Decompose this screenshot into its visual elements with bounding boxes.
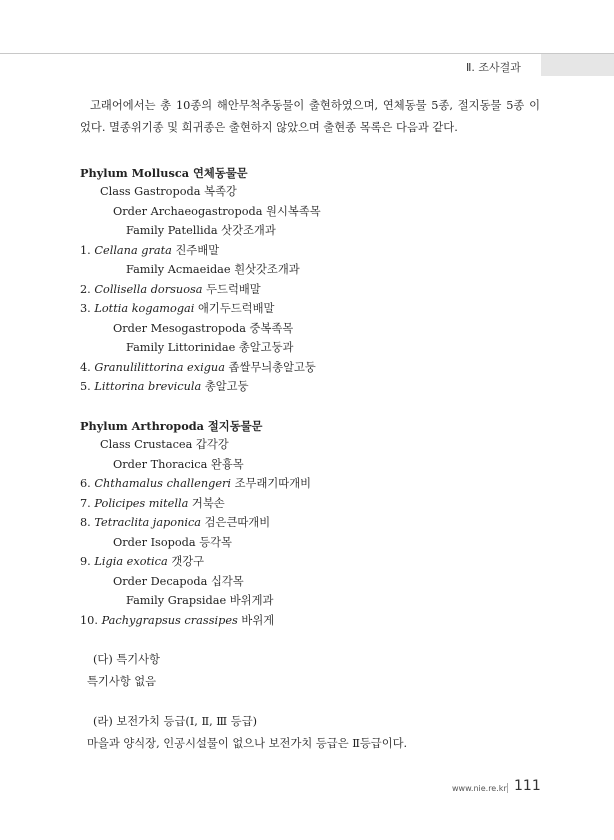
species-scientific-name: Tetraclita japonica [94,516,202,529]
class-crustacea: Class Crustacea 갑각강 [100,438,229,451]
species-item-10 [80,612,274,630]
species-number: 10. [80,614,98,627]
conservation-text: 마을과 양식장, 인공시설물이 없으나 보전가치 등급은 Ⅱ등급이다. [87,737,408,750]
order-isopoda: Order Isopoda 등각목 [113,536,232,549]
footer-website: www.nie.re.kr [452,784,507,793]
species-number: 3. [80,302,91,315]
species-scientific-name: Granulilittorina exigua [94,361,225,374]
conservation-heading: (라) 보전가치 등급(Ⅰ, Ⅱ, Ⅲ 등급) [93,715,258,728]
order-thoracica: Order Thoracica 완흉목 [113,458,244,471]
species-scientific-name: Collisella dorsuosa [94,283,203,296]
footer-divider [507,783,508,793]
section-label: Ⅱ. 조사결과 [466,61,521,74]
order-archaeogastropoda: Order Archaeogastropoda 원시복족목 [113,205,321,218]
species-item-2 [80,281,261,299]
family-littorinidae: Family Littorinidae 총알고둥과 [126,341,294,354]
species-korean-name: 총알고둥 [204,380,249,393]
species-number: 5. [80,380,91,393]
species-korean-name: 조무래기따개비 [234,477,312,490]
special-notes-heading: (다) 특기사항 [93,653,160,666]
species-item-6 [80,475,311,493]
species-number: 6. [80,477,91,490]
species-item-3 [80,300,274,318]
species-item-7 [80,495,225,513]
species-korean-name: 애기두드럭배말 [198,302,275,315]
special-notes-text: 특기사항 없음 [87,675,157,688]
family-patellida: Family Patellida 삿갓조개과 [126,224,276,237]
species-item-5 [80,378,249,396]
header-tab [541,54,614,76]
species-scientific-name: Pachygrapsus crassipes [101,614,238,627]
species-item-9 [80,553,204,571]
species-number: 2. [80,283,91,296]
phylum-mollusca: Phylum Mollusca 연체동물문 [80,166,248,180]
species-scientific-name: Ligia exotica [94,555,168,568]
species-scientific-name: Lottia kogamogai [94,302,195,315]
family-grapsidae: Family Grapsidae 바위게과 [126,594,274,607]
species-item-1 [80,242,219,260]
species-scientific-name: Littorina brevicula [94,380,202,393]
species-item-4 [80,359,316,377]
page-number: 111 [514,778,541,794]
species-korean-name: 갯강구 [171,555,205,568]
species-korean-name: 거북손 [191,497,225,510]
species-number: 1. [80,244,91,257]
species-number: 4. [80,361,91,374]
species-scientific-name: Cellana grata [94,244,172,257]
species-korean-name: 좁쌀무늬총알고둥 [228,361,316,374]
species-korean-name: 진주배말 [175,244,220,257]
species-scientific-name: Policipes mitella [94,497,189,510]
family-acmaeidae: Family Acmaeidae 흰삿갓조개과 [126,263,300,276]
species-scientific-name: Chthamalus challengeri [94,477,232,490]
header-rule [0,53,614,54]
species-korean-name: 두드럭배말 [206,283,261,296]
species-korean-name: 바위게 [241,614,275,627]
phylum-arthropoda: Phylum Arthropoda 절지동물문 [80,419,263,433]
order-mesogastropoda: Order Mesogastropoda 중복족목 [113,322,294,335]
species-item-8 [80,514,270,532]
species-number: 9. [80,555,91,568]
species-korean-name: 검은큰따개비 [204,516,271,529]
order-decapoda: Order Decapoda 십각목 [113,575,244,588]
species-number: 7. [80,497,91,510]
class-gastropoda: Class Gastropoda 복족강 [100,185,237,198]
species-number: 8. [80,516,91,529]
intro-paragraph: 고래어에서는 총 10종의 해안무척추동물이 출현하였으며, 연체동물 5종, 절지동물 5종 이었다. 멸종위기종 및 희귀종은 출현하지 않았으며 출현종 목록은 다음과 같다. [80,99,540,134]
